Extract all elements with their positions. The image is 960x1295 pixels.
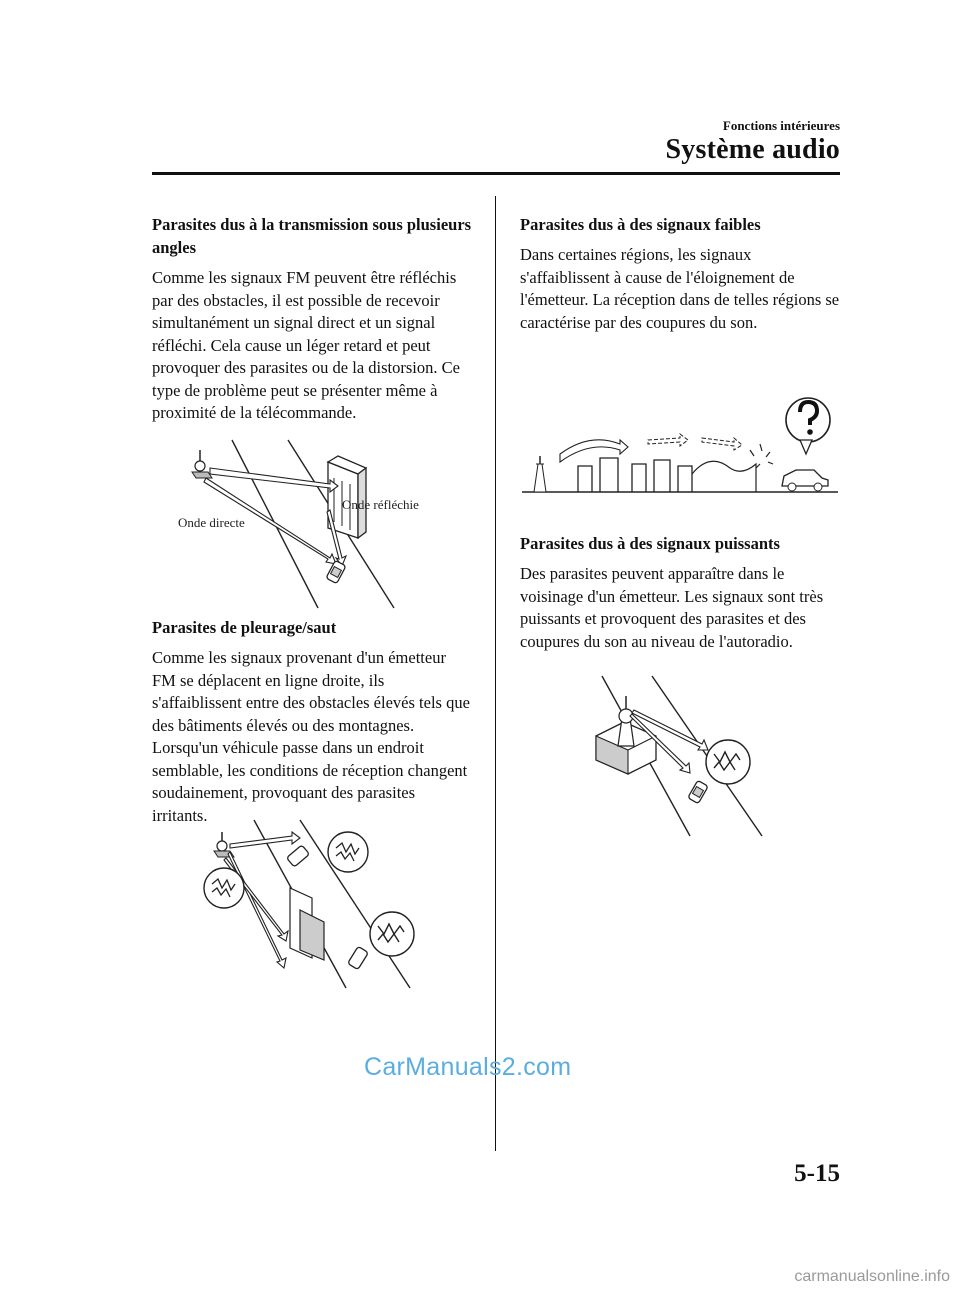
section-heading: Parasites dus à des signaux faibles: [520, 215, 761, 234]
multipath-diagram: [170, 438, 460, 610]
page-title: Système audio: [665, 134, 840, 165]
car-icon: [782, 470, 828, 491]
section-heading: Parasites dus à des signaux puissants: [520, 534, 780, 553]
section-multipath: [152, 213, 472, 425]
page-number: 5-15: [794, 1160, 840, 1187]
noise-bubble-icon: [706, 740, 750, 784]
section-flutter: [152, 616, 472, 827]
section-body: Dans certaines régions, les signaux s'affaiblissent à cause de l'éloignement de l'émetteur. La réception dans de telles régions se caractérise par des coupures du son.: [520, 245, 840, 332]
transmitter-tower-icon: [192, 450, 212, 478]
noise-bubble-icon: [204, 868, 244, 908]
column-divider: [495, 196, 496, 1151]
header-rule: [152, 172, 840, 175]
section-heading: Parasites de pleurage/saut: [152, 618, 337, 637]
noise-bubble-icon: [750, 444, 773, 468]
weak-signal-diagram: [520, 392, 840, 494]
noise-bubble-icon: [370, 912, 414, 956]
label-reflected-wave: Onde réfléchie: [342, 497, 419, 512]
section-heading: Parasites dus à la transmission sous plusieurs angles: [152, 215, 472, 257]
section-strong-signal: [520, 532, 840, 653]
car-icon: [688, 780, 708, 803]
section-body: Comme les signaux FM peuvent être réfléchis par des obstacles, il est possible de recevoir simultanément un signal direct et un signal réfléchi. Cela cause un léger retard et peut provoquer des parasites ou de la distorsion. Ce type de problème peut se présenter même à proximité de la télécommande.: [152, 268, 460, 422]
header-section-label: Fonctions intérieures: [722, 118, 840, 133]
label-direct-wave: Onde directe: [178, 515, 245, 530]
strong-signal-diagram: [590, 674, 770, 838]
flutter-diagram: [200, 818, 430, 990]
car-icon: [348, 946, 369, 969]
building-icon: [290, 888, 324, 960]
question-bubble-icon: [786, 398, 830, 454]
transmitter-tower-icon: [534, 456, 546, 492]
watermark: CarManuals2.com: [364, 1053, 572, 1081]
section-body: Comme les signaux provenant d'un émetteur FM se déplacent en ligne droite, ils s'affaiblissent entre des obstacles élevés tels que des bâtiments élevés ou des montagnes. Lorsqu'un véhicule passe dans un endroit semblable, les conditions de réception changent soudainement, provoquant des parasites irritants.: [152, 648, 470, 825]
transmitter-tower-icon: [596, 696, 656, 774]
footer-site-text: carmanualsonline.info: [794, 1268, 950, 1285]
section-body: Des parasites peuvent apparaître dans le voisinage d'un émetteur. Les signaux sont très puissants et provoquent des parasites et des coupures du son au niveau de l'autoradio.: [520, 564, 824, 651]
car-icon: [326, 560, 346, 583]
noise-bubble-icon: [328, 832, 368, 872]
section-weak-signal: [520, 213, 840, 334]
car-icon: [286, 845, 309, 867]
